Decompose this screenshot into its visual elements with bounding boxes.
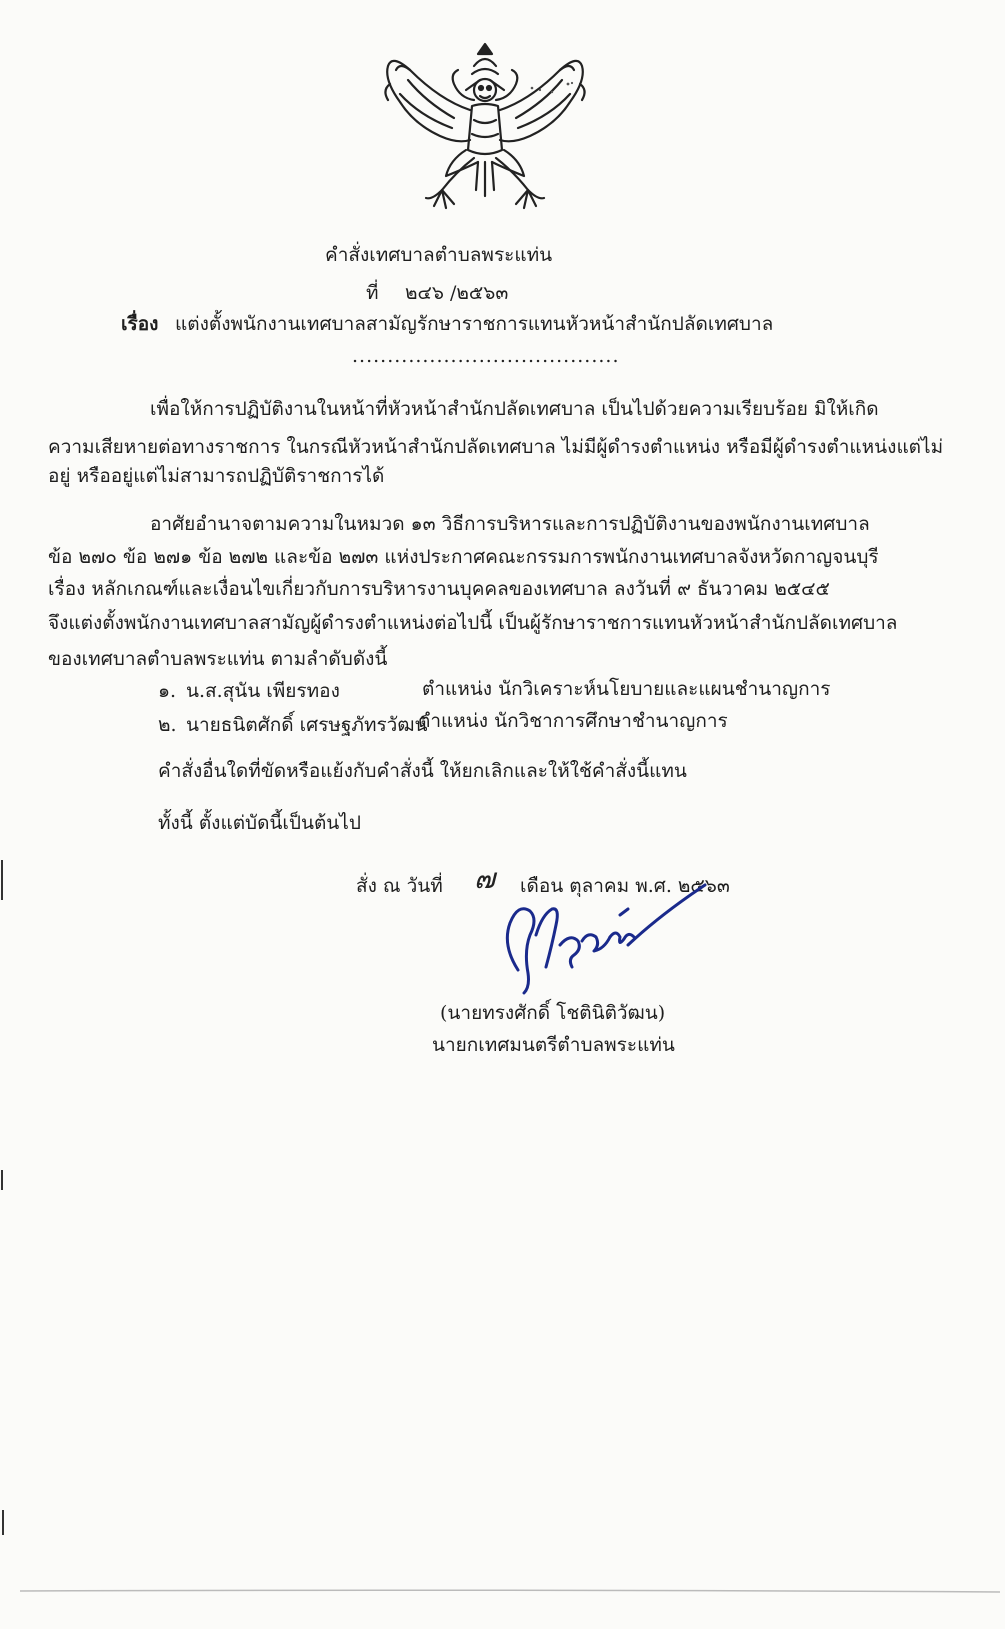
- garuda-emblem-icon: [370, 40, 600, 215]
- appointee-2-position: ตำแหน่ง นักวิชาการศึกษาชำนาญการ: [418, 710, 728, 732]
- signer-title: นายกเทศมนตรีตำบลพระแท่น: [432, 1034, 675, 1056]
- signer-name: (นายทรงศักดิ์ โชตินิติวัฒน): [440, 1002, 666, 1024]
- para1-line2: ความเสียหายต่อทางราชการ ในกรณีหัวหน้าสำนักปลัดเทศบาล ไม่มีผู้ดำรงตำแหน่ง หรือมีผู้ดำรงตำแหน่งแต่ไม่: [48, 436, 944, 458]
- para1-line1: เพื่อให้การปฏิบัติงานในหน้าที่หัวหน้าสำนักปลัดเทศบาล เป็นไปด้วยความเรียบร้อย มิให้เกิด: [150, 398, 879, 420]
- para4: ทั้งนี้ ตั้งแต่บัดนี้เป็นต้นไป: [158, 812, 361, 834]
- ordered-date-prefix: สั่ง ณ วันที่: [356, 875, 443, 897]
- para2-line2: ข้อ ๒๗๐ ข้อ ๒๗๑ ข้อ ๒๗๒ และข้อ ๒๗๓ แห่งประกาศคณะกรรมการพนักงานเทศบาลจังหวัดกาญจนบุรี: [48, 546, 879, 568]
- appointee-2-name: นายธนิตศักดิ์ เศรษฐภัทรวัฒน์: [186, 714, 428, 736]
- appointee-2-no: ๒.: [158, 714, 177, 736]
- order-title: คำสั่งเทศบาลตำบลพระแท่น: [325, 244, 553, 266]
- order-number-label: ที่: [366, 282, 379, 304]
- scan-bottom-edge: [20, 1588, 1000, 1594]
- scan-speck-icon: [528, 78, 588, 98]
- header-separator: ......................................: [352, 345, 620, 367]
- para2-line5: ของเทศบาลตำบลพระแท่น ตามลำดับดังนี้: [48, 648, 388, 670]
- order-number-value: ๒๔๖ /๒๕๖๓: [405, 282, 509, 304]
- ordered-day: ๗: [474, 862, 496, 895]
- signature-scribble: [500, 875, 740, 1005]
- para1-line3: อยู่ หรืออยู่แต่ไม่สามารถปฏิบัติราชการได้: [48, 465, 385, 487]
- appointee-1-no: ๑.: [158, 680, 177, 702]
- para2-line3: เรื่อง หลักเกณฑ์และเงื่อนไขเกี่ยวกับการบริหารงานบุคคลของเทศบาล ลงวันที่ ๙ ธันวาคม ๒๕๔๕: [48, 578, 830, 600]
- para3: คำสั่งอื่นใดที่ขัดหรือแย้งกับคำสั่งนี้ ให้ยกเลิกและให้ใช้คำสั่งนี้แทน: [158, 760, 687, 782]
- appointee-1-name: น.ส.สุนัน เพียรทอง: [186, 680, 340, 702]
- subject-text: แต่งตั้งพนักงานเทศบาลสามัญรักษาราชการแทนหัวหน้าสำนักปลัดเทศบาล: [175, 313, 774, 335]
- subject-label: เรื่อง: [121, 313, 159, 335]
- para2-line4: จึงแต่งตั้งพนักงานเทศบาลสามัญผู้ดำรงตำแหน่งต่อไปนี้ เป็นผู้รักษาราชการแทนหัวหน้าสำนักปลัดเทศบาล: [48, 612, 898, 634]
- appointee-1-position: ตำแหน่ง นักวิเคราะห์นโยบายและแผนชำนาญการ: [422, 678, 831, 700]
- ordered-month-year: เดือน ตุลาคม พ.ศ. ๒๕๖๓: [520, 875, 730, 897]
- para2-line1: อาศัยอำนาจตามความในหมวด ๑๓ วิธีการบริหารและการปฏิบัติงานของพนักงานเทศบาล: [150, 513, 870, 535]
- scan-edge-marks: [0, 0, 10, 1629]
